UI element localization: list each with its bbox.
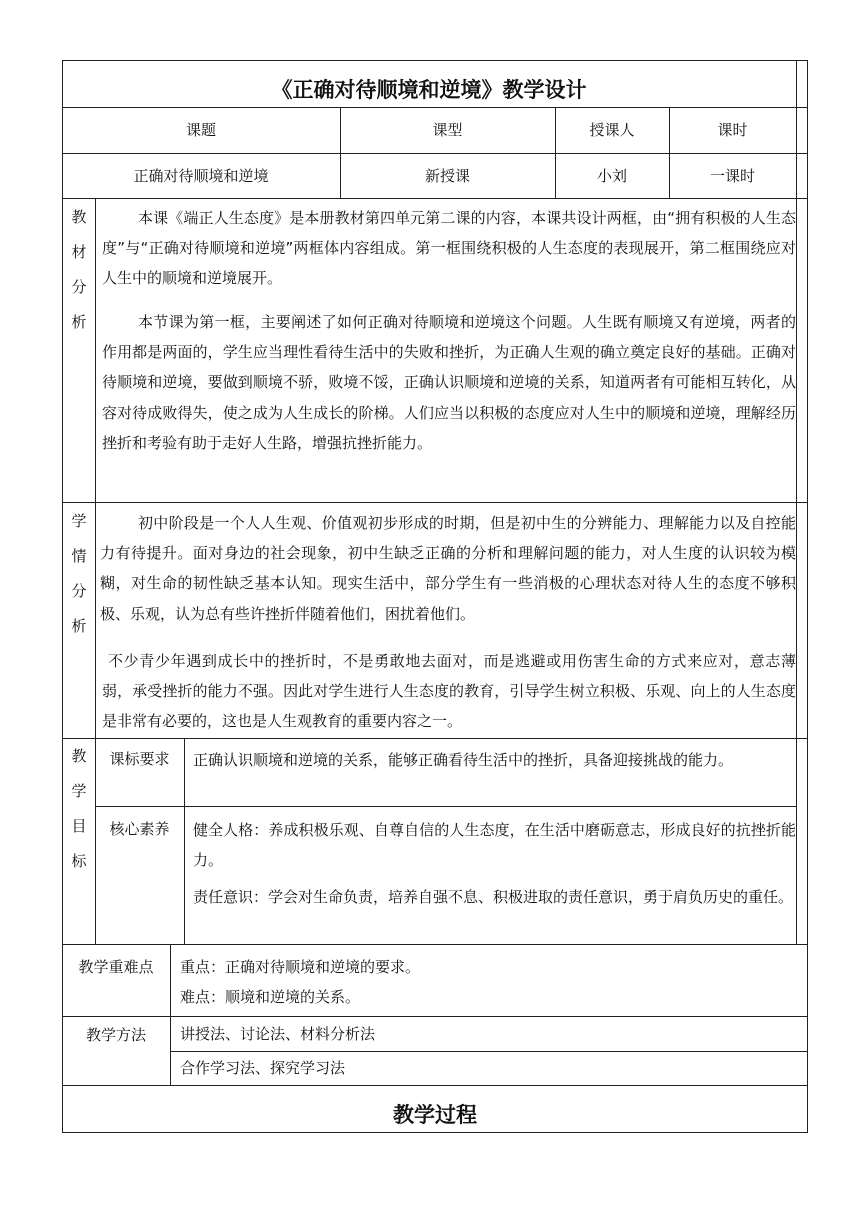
table-border bbox=[170, 1051, 808, 1052]
value-topic: 正确对待顺境和逆境 bbox=[133, 167, 269, 185]
student-analysis-label: 学 情 分 析 bbox=[71, 512, 87, 635]
table-border bbox=[62, 1016, 808, 1017]
table-border bbox=[62, 198, 808, 199]
header-topic: 课题 bbox=[185, 121, 216, 139]
key-points-label: 教学重难点 bbox=[78, 958, 154, 976]
table-border bbox=[62, 107, 808, 108]
table-border bbox=[62, 944, 808, 945]
key-point-text: 重点：正确对待顺境和逆境的要求。 bbox=[180, 958, 421, 976]
student-analysis-paragraph-2: 不少青少年遇到成长中的挫折时，不是勇敢地去面对，而是逃避或用伤害生命的方式来应对，意志薄弱，承受挫折的能力不强。因此对学生进行人生态度的教育，引导学生树立积极、乐观、向上的人生态度是非常有必要的，这也是人生观教育的重要内容之一。 bbox=[102, 652, 796, 731]
teaching-process-heading: 教学过程 bbox=[393, 1103, 477, 1127]
teaching-goals-label: 教 学 目 标 bbox=[71, 747, 87, 870]
table-border bbox=[669, 107, 670, 199]
table-border bbox=[62, 153, 808, 154]
core-literacy-text-1: 健全人格：养成积极乐观、自尊自信的人生态度，在生活中磨砺意志，形成良好的抗挫折能力。 bbox=[193, 821, 796, 870]
document-title: 《正确对待顺境和逆境》教学设计 bbox=[271, 78, 587, 102]
header-hours: 课时 bbox=[717, 121, 748, 139]
value-teacher: 小刘 bbox=[596, 167, 627, 185]
student-analysis-paragraph-1: 初中阶段是一个人人生观、价值观初步形成的时期，但是初中生的分辨能力、理解能力以及自控能力有待提升。面对身边的社会现象，初中生缺乏正确的分析和理解问题的能力，对人生度的认识较为模糊，对生命的韧性缺乏基本认知。现实生活中，部分学生有一些消极的心理状态对待人生的态度不够积极、乐观，认为总有些许挫折伴随着他们，困扰着他们。 bbox=[100, 514, 796, 623]
table-border bbox=[62, 502, 808, 503]
table-border bbox=[62, 1132, 808, 1133]
value-type: 新授课 bbox=[424, 167, 470, 185]
core-literacy-label: 核心素养 bbox=[109, 820, 170, 838]
material-analysis-label: 教 材 分 析 bbox=[71, 208, 87, 331]
curriculum-standard-text: 正确认识顺境和逆境的关系，能够正确看待生活中的挫折，具备迎接挑战的能力。 bbox=[193, 751, 734, 769]
table-border bbox=[807, 60, 808, 1133]
table-border bbox=[62, 60, 808, 61]
curriculum-standard-label: 课标要求 bbox=[109, 750, 170, 768]
method-1-text: 讲授法、讨论法、材料分析法 bbox=[180, 1025, 376, 1043]
core-literacy-text-2: 责任意识：学会对生命负责，培养自强不息、积极进取的责任意识，勇于肩负历史的重任。 bbox=[193, 888, 794, 906]
table-border bbox=[184, 738, 185, 945]
table-border bbox=[170, 944, 171, 1086]
table-border bbox=[62, 1085, 808, 1086]
methods-label: 教学方法 bbox=[85, 1026, 146, 1044]
header-teacher: 授课人 bbox=[589, 121, 635, 139]
method-2-text: 合作学习法、探究学习法 bbox=[180, 1059, 346, 1077]
material-analysis-paragraph-2: 本节课为第一框，主要阐述了如何正确对待顺境和逆境这个问题。人生既有顺境又有逆境，两者的作用都是两面的，学生应当理性看待生活中的失败和挫折，为正确人生观的确立奠定良好的基础。正确对待顺境和逆境，要做到顺境不骄，败境不馁，正确认识顺境和逆境的关系，知道两者有可能相互转化，从容对待成败得失，使之成为人生成长的阶梯。人们应当以积极的态度应对人生中的顺境和逆境，理解经历挫折和考验有助于走好人生路，增强抗挫折能力。 bbox=[102, 313, 796, 452]
table-border bbox=[62, 738, 808, 739]
table-border bbox=[95, 806, 796, 807]
table-border bbox=[340, 107, 341, 199]
table-border bbox=[796, 60, 797, 945]
header-type: 课型 bbox=[432, 121, 463, 139]
material-analysis-paragraph-1: 本课《端正人生态度》是本册教材第四单元第二课的内容，本课共设计两框，由“拥有积极的人生态度”与“正确对待顺境和逆境”两框体内容组成。第一框围绕积极的人生态度的表现展开，第二框围绕应对人生中的顺境和逆境展开。 bbox=[102, 209, 796, 288]
table-border bbox=[555, 107, 556, 199]
difficult-point-text: 难点：顺境和逆境的关系。 bbox=[180, 988, 361, 1006]
value-hours: 一课时 bbox=[709, 167, 755, 185]
